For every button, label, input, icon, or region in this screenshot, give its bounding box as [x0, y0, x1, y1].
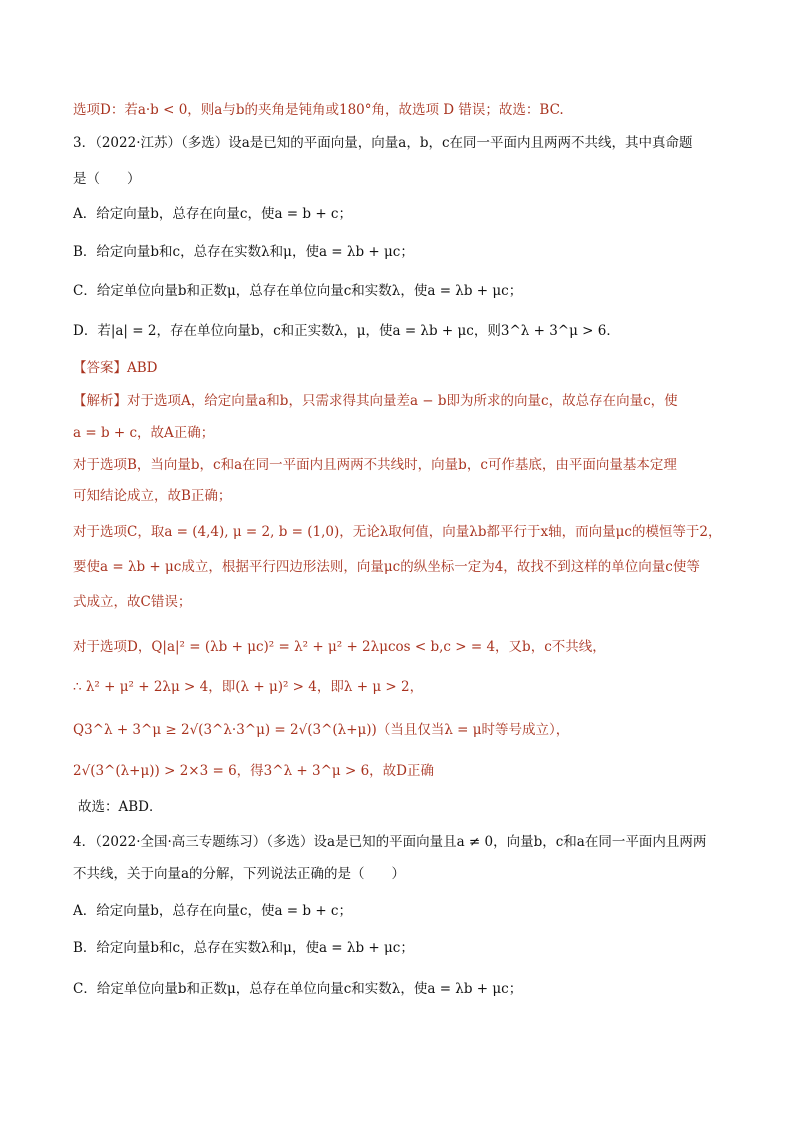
analysis-line-11: 2√(3^(λ+μ)) > 2×3 = 6，得3^λ + 3^μ > 6，故D正确: [73, 763, 434, 779]
question-3-stem: 3．（2022·江苏）（多选）设a是已知的平面向量，向量a，b，c在同一平面内且两两不共线，其中真命题: [73, 135, 693, 151]
question-3-option-c: C．给定单位向量b和正数μ，总存在单位向量c和实数λ，使a = λb + μc；: [73, 283, 523, 299]
analysis-line-6: 要使a = λb + μc成立，根据平行四边形法则，向量μc的纵坐标一定为4，故找不到这样的单位向量c使等: [73, 559, 700, 575]
question-4-option-b: B．给定向量b和c，总存在实数λ和μ，使a = λb + μc；: [73, 940, 414, 956]
question-3-stem-cont: 是（ ）: [73, 171, 141, 187]
question-4-stem: 4．（2022·全国·高三专题练习）（多选）设a是已知的平面向量且a ≠ 0，向量b，c和a在同一平面内且两两: [73, 834, 707, 850]
analysis-line-10: Q3^λ + 3^μ ≥ 2√(3^λ·3^μ) = 2√(3^(λ+μ))（当且仅当λ = μ时等号成立），: [73, 722, 570, 738]
prev-solution-tail: 选项D：若a·b < 0，则a与b的夹角是钝角或180°角，故选项 D 错误；故选：BC.: [73, 102, 564, 118]
analysis-line-4: 可知结论成立，故B正确；: [73, 488, 232, 504]
analysis-line-5: 对于选项C，取a = (4,4), μ = 2, b = (1,0)，无论λ取何值，向量λb都平行于x轴，而向量μc的模恒等于2，: [73, 524, 722, 540]
analysis-line-9: ∴ λ² + μ² + 2λμ > 4，即(λ + μ)² > 4，即λ + μ > 2，: [73, 679, 424, 695]
question-4-option-a: A．给定向量b，总存在向量c，使a = b + c；: [73, 903, 352, 919]
question-4-option-c: C．给定单位向量b和正数μ，总存在单位向量c和实数λ，使a = λb + μc；: [73, 981, 523, 997]
answer-label: 【答案】ABD: [73, 360, 158, 376]
question-3-option-a: A．给定向量b，总存在向量c，使a = b + c；: [73, 206, 352, 222]
analysis-line-8: 对于选项D，Q|a|² = (λb + μc)² = λ² + μ² + 2λμcos < b,c > = 4，又b，c不共线，: [73, 639, 606, 655]
analysis-line-7: 式成立，故C错误；: [73, 594, 192, 610]
analysis-line-2: a = b + c，故A正确；: [73, 425, 215, 441]
question-4-stem-cont: 不共线，关于向量a的分解，下列说法正确的是（ ）: [73, 866, 406, 882]
analysis-line-1: 【解析】对于选项A，给定向量a和b，只需求得其向量差a − b即为所求的向量c，故总存在向量c，使: [73, 393, 678, 409]
analysis-conclusion: 故选：ABD．: [78, 799, 163, 815]
analysis-line-3: 对于选项B，当向量b，c和a在同一平面内且两两不共线时，向量b，c可作基底，由平面向量基本定理: [73, 457, 677, 473]
question-3-option-b: B．给定向量b和c，总存在实数λ和μ，使a = λb + μc；: [73, 244, 414, 260]
question-3-option-d: D．若|a| = 2，存在单位向量b，c和正实数λ，μ，使a = λb + μc，则3^λ + 3^μ > 6．: [73, 323, 620, 339]
